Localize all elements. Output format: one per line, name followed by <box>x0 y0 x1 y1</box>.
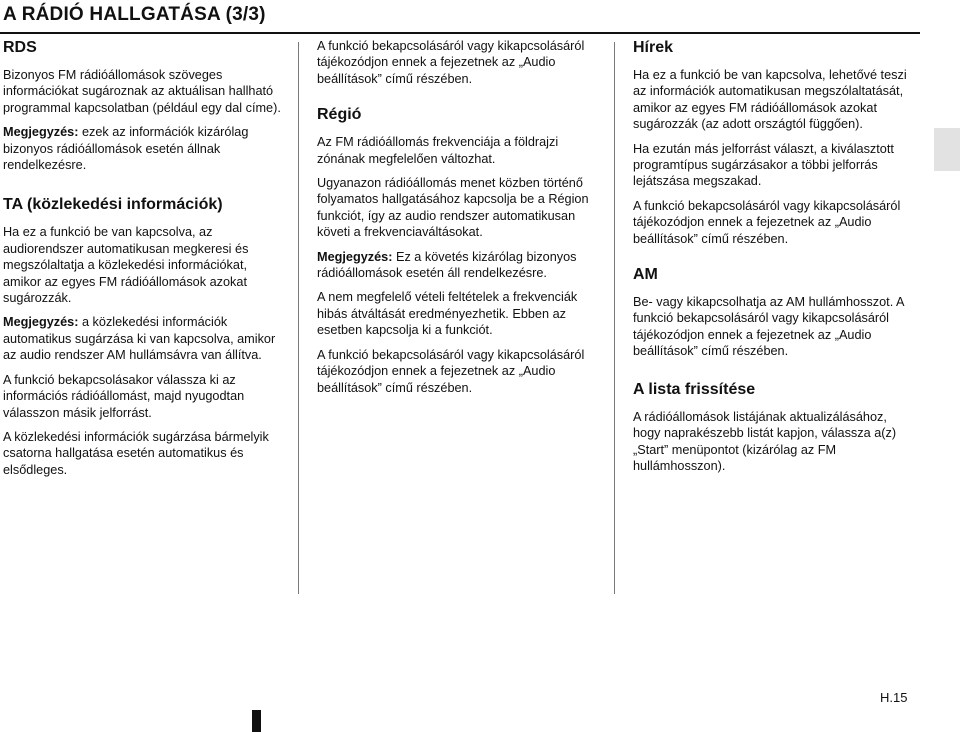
section-ta <box>3 195 283 478</box>
section-am <box>633 265 913 360</box>
lista-paragraph: A rádióállomások listájának aktualizálásához, hogy naprakészebb listát kapjon, válassza a(z) „Start” menüpontot (kizárólag az FM hullámhosszon). <box>633 409 897 473</box>
ta-paragraph-2: A funkció bekapcsolásakor válassza ki az információs rádióállomást, majd nyugodtan válasszon másik jelforrást. <box>3 372 245 420</box>
lista-heading: A lista frissítése <box>633 380 756 398</box>
column-1 <box>3 34 283 486</box>
column-3 <box>633 34 913 482</box>
ta-heading: TA (közlekedési információk) <box>3 196 223 214</box>
rds-note-text: ezek az információk kizárólag bizonyos rádióállomások esetén állnak rendelkezésre. <box>3 125 249 173</box>
rds-note <box>3 124 283 173</box>
rds-note-label: Megjegyzés: <box>3 125 79 140</box>
regio-paragraph-3: A nem megfelelő vételi feltételek a frekvenciák hibás átváltását eredményezhetik. Ebben az esetben kapcsolja ki a funkciót. <box>317 290 578 338</box>
hirek-paragraph-2: Ha ezután más jelforrást választ, a kiválasztott programtípus sugárzásakor a többi jelforrás lejátszása megszakad. <box>633 141 894 189</box>
ta-paragraph-1: Ha ez a funkció be van kapcsolva, az audiorendszer automatikusan megkeresi és megszólaltatja a közlekedési információkat, amikor az egyes FM rádióállomások azokat sugározzák. <box>3 225 249 306</box>
rds-paragraph: Bizonyos FM rádióállomások szöveges információkat sugároznak az aktuálisan hallható programmal kapcsolatban (például egy dal címe). <box>3 68 281 115</box>
hirek-paragraph-3: A funkció bekapcsolásáról vagy kikapcsolásáról tájékozódjon ennek a fejezetnek az „Audio beállítások” című részében. <box>633 198 901 246</box>
page-number: H.15 <box>880 690 908 705</box>
regio-paragraph-2: Ugyanazon rádióállomás menet közben történő folyamatos hallgatásához kapcsolja be a Région funkciót, így az audio rendszer automatikusan követi a frekvenciaváltásokat. <box>317 176 589 240</box>
ta-paragraph-3: A közlekedési információk sugárzása bármelyik csatorna hallgatása esetén automatikus és elsődleges. <box>3 429 269 477</box>
regio-paragraph-4: A funkció bekapcsolásáról vagy kikapcsolásáról tájékozódjon ennek a fejezetnek az „Audio beállítások” című részében. <box>317 347 585 395</box>
regio-note <box>317 249 597 282</box>
column-2 <box>317 38 597 404</box>
section-lista <box>633 380 913 475</box>
ta-note <box>3 314 283 363</box>
rds-heading: RDS <box>3 39 37 56</box>
regio-paragraph-1: Az FM rádióállomás frekvenciája a földrajzi zónának megfelelően változhat. <box>317 135 559 166</box>
section-rds <box>3 38 283 173</box>
am-paragraph: Be- vagy kikapcsolhatja az AM hullámhosszot. A funkció bekapcsolásáról vagy kikapcsolásáról tájékozódjon ennek a fejezetnek az „Audio beállítások” című részében. <box>633 295 904 359</box>
column-divider-1 <box>298 42 299 594</box>
column-divider-2 <box>614 42 615 594</box>
ta-note-label: Megjegyzés: <box>3 315 79 330</box>
hirek-heading: Hírek <box>633 39 674 56</box>
am-heading: AM <box>633 266 658 284</box>
regio-note-text: Ez a követés kizárólag bizonyos rádióállomások esetén áll rendelkezésre. <box>317 249 577 281</box>
hirek-paragraph-1: Ha ez a funkció be van kapcsolva, lehetővé teszi az információk automatikusan megszólaltatását, amikor az egyes FM rádióállomások azokat sugározzák (az adott országtól függően). <box>633 68 907 132</box>
bottom-bar-marker <box>252 710 261 732</box>
ta-note-text: a közlekedési információk automatikus sugárzása ki van kapcsolva, amikor az audio rendszer AM hullámsávra van állítva. <box>3 315 276 363</box>
section-tab-marker <box>934 128 960 171</box>
regio-heading: Régió <box>317 106 362 124</box>
section-regio <box>317 105 597 396</box>
section-hirek <box>633 38 913 247</box>
column2-intro-paragraph: A funkció bekapcsolásáról vagy kikapcsolásáról tájékozódjon ennek a fejezetnek az „Audio beállítások” című részében. <box>317 39 585 86</box>
regio-note-label: Megjegyzés: <box>317 249 393 264</box>
page-title: A RÁDIÓ HALLGATÁSA (3/3) <box>3 4 266 25</box>
